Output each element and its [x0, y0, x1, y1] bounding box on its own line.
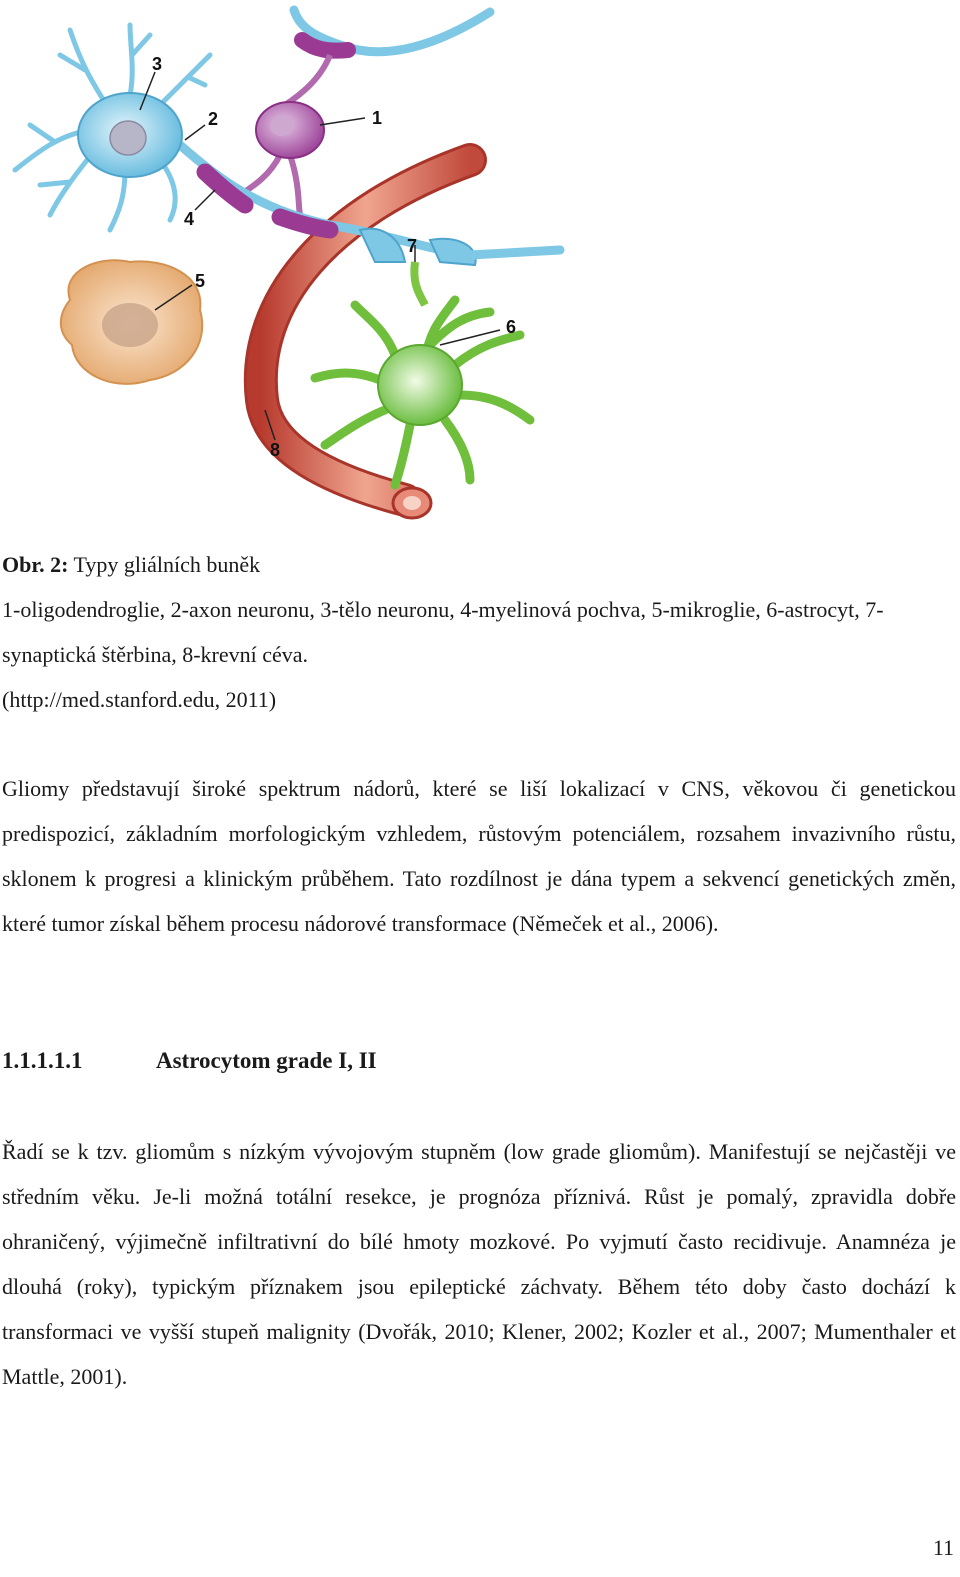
section-heading — [2, 1038, 956, 1083]
callout-8: 8 — [270, 440, 281, 460]
synapse — [360, 229, 560, 305]
section-number: 1.1.1.1.1 — [2, 1048, 83, 1073]
callout-3: 3 — [152, 54, 163, 74]
oligodendroglia-cell — [240, 55, 330, 215]
callout-5: 5 — [195, 271, 206, 291]
figure-caption — [2, 542, 956, 722]
callout-4: 4 — [184, 209, 195, 229]
caption-label: Obr. 2: — [2, 552, 69, 577]
callout-6: 6 — [506, 317, 517, 337]
microglia-cell — [61, 260, 202, 384]
callout-1: 1 — [372, 108, 383, 128]
glial-cells-figure — [0, 0, 580, 530]
callout-2: 2 — [208, 109, 219, 129]
body-paragraph-2: Řadí se k tzv. gliomům s nízkým vývojovým stupněm (low grade gliomům). Manifestují se nejčastěji ve středním věku. Je-li možná totální resekce, je prognóza příznivá. Růst je pomalý, zpravidla dobře ohraničený, výjimečně infiltrativní do bílé hmoty mozkové. Po vyjmutí často recidivuje. Anamnéza je dlouhá (roky), typickým příznakem jsou epileptické záchvaty. Během této doby často dochází k transformaci ve vyšší stupeň malignity (Dvořák, 2010; Klener, 2002; Kozler et al., 2007; Mumenthaler et Mattle, 2001). — [2, 1139, 956, 1389]
caption-source: (http://med.stanford.edu, 2011) — [2, 687, 277, 712]
callout-7: 7 — [407, 236, 418, 256]
caption-title: Typy gliálních buněk — [68, 552, 261, 577]
body-paragraph-1: Gliomy představují široké spektrum nádorů, které se liší lokalizací v CNS, věkovou či genetickou predispozicí, základním morfologickým vzhledem, růstovým potenciálem, rozsahem invazivního růstu, sklonem k progresi a klinickým průběhem. Tato rozdílnost je dána typem a sekvencí genetických změn, které tumor získal během procesu nádorové transformace (Němeček et al., 2006). — [2, 776, 956, 936]
caption-legend: 1-oligodendroglie, 2-axon neuronu, 3-tělo neuronu, 4-myelinová pochva, 5-mikroglie, 6-astrocyt, 7-synaptická štěrbina, 8-krevní céva. — [2, 597, 884, 667]
page-number: 11 — [932, 1535, 954, 1560]
section-title: Astrocytom grade I, II — [156, 1048, 377, 1073]
neuron-nucleus — [110, 121, 146, 155]
caption-title-line — [2, 542, 956, 587]
astrocyte-soma — [378, 345, 462, 425]
